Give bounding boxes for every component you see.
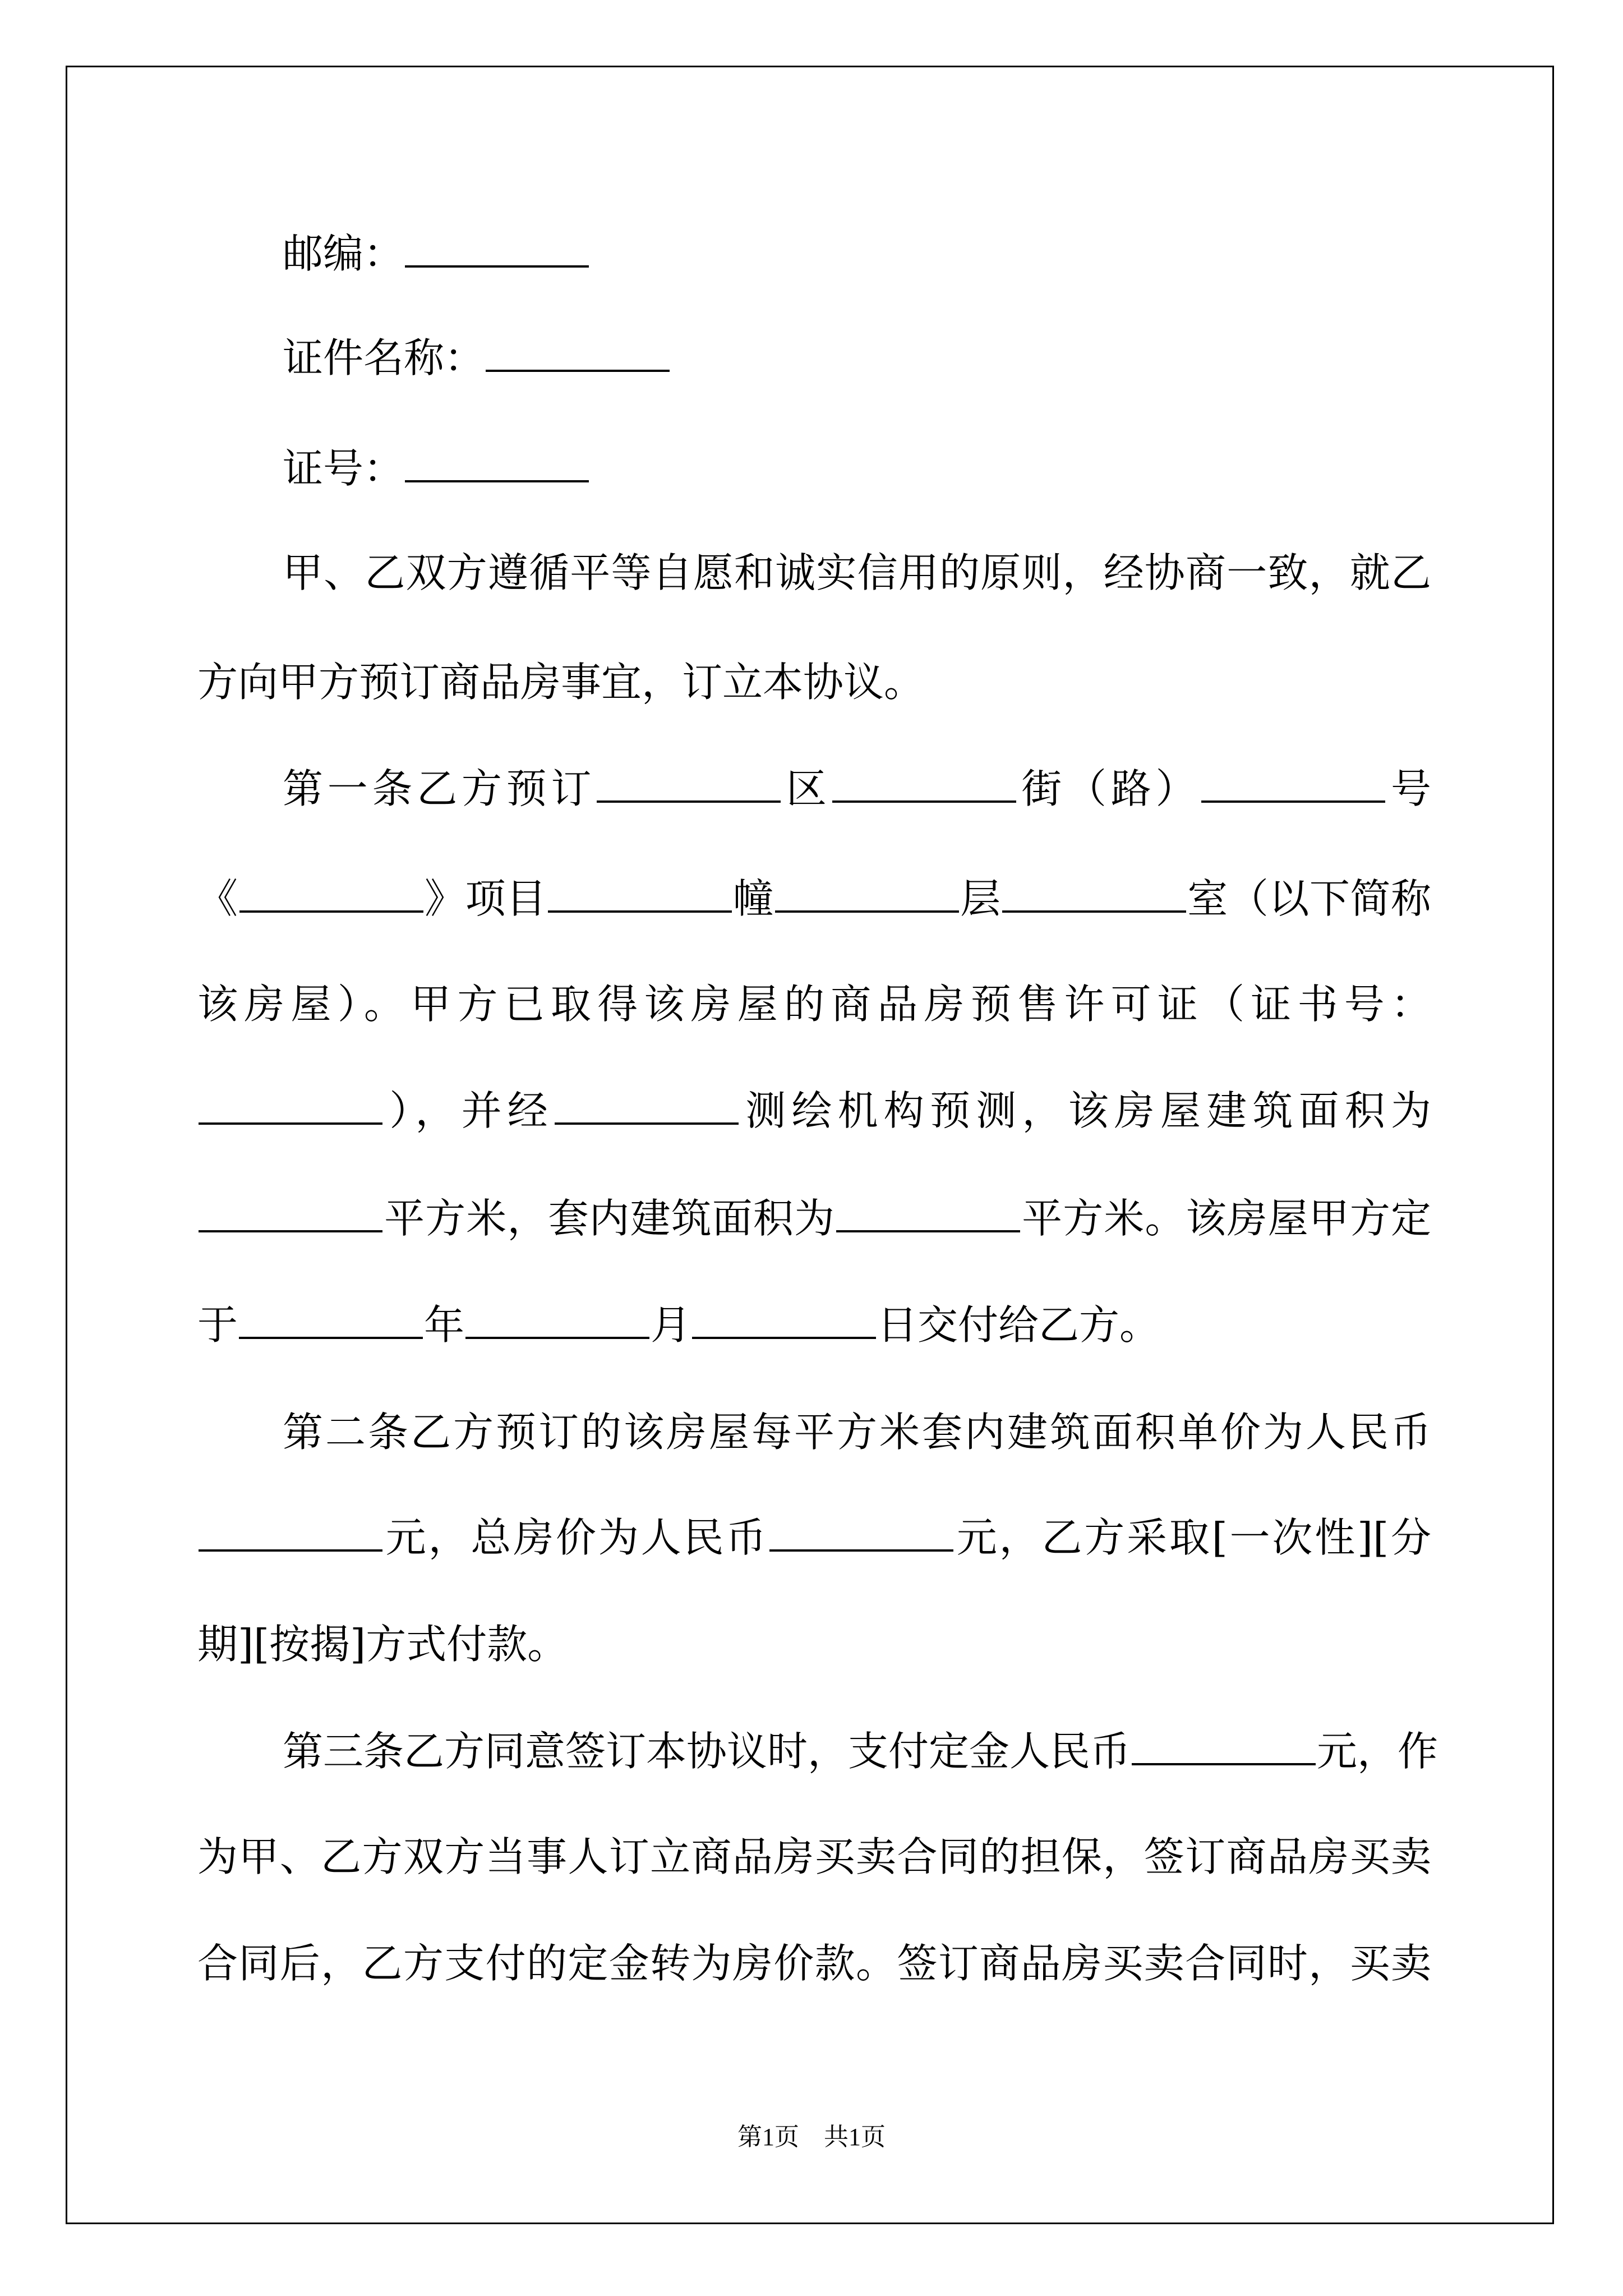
page-border (66, 66, 1554, 2224)
postcode-blank (405, 263, 589, 268)
preamble-line-1: 甲、乙双方遵循平等自愿和诚实信用的原则，经协商一致，就乙 (283, 549, 1431, 596)
article2-line-1: 第二条乙方预订的该房屋每平方米套内建筑面积单价为人民币 (283, 1409, 1431, 1456)
article1-line-3: 该房屋）。甲方已取得该房屋的商品房预售许可证（证书号： (197, 981, 1431, 1028)
article2-line-2: 元，总房价为人民币 元，乙方采取[一次性][分 (197, 1512, 1431, 1563)
postcode-label: 邮编： (283, 230, 404, 277)
article1-line-1: 第一条乙方预订 区 街（路） 号 (283, 765, 1431, 812)
page-footer: 第1页 共1页 (737, 2123, 886, 2151)
article3-line-3: 合同后，乙方支付的定金转为房价款。签订商品房买卖合同时，买卖 (197, 1940, 1431, 1987)
id-number-blank (405, 478, 589, 482)
id-name-blank (486, 367, 670, 372)
article1-line-6: 于 年 月 日交付给乙方。 (197, 1301, 1160, 1349)
postcode-field (197, 228, 1431, 279)
article3-line-1: 第三条乙方同意签订本协议时，支付定金人民币 元，作 (283, 1728, 1438, 1775)
id-number-label: 证号： (283, 445, 404, 492)
article1-line-5: 平方米，套内建筑面积为 平方米。该房屋甲方定 (197, 1193, 1431, 1244)
article1-line-2: 《 》项目 幢 层 室（以下简称 (197, 875, 1431, 922)
article2-line-3: 期][按揭]方式付款。 (197, 1621, 568, 1668)
preamble-line-2: 方向甲方预订商品房事宜，订立本协议。 (197, 659, 925, 706)
id-name-label: 证件名称： (283, 334, 485, 381)
article3-line-2: 为甲、乙方双方当事人订立商品房买卖合同的担保，签订商品房买卖 (197, 1833, 1431, 1880)
id-name-field (197, 333, 1431, 383)
id-number-field (197, 443, 1431, 494)
article1-line-4: ），并经 测绘机构预测，该房屋建筑面积为 (197, 1085, 1431, 1136)
